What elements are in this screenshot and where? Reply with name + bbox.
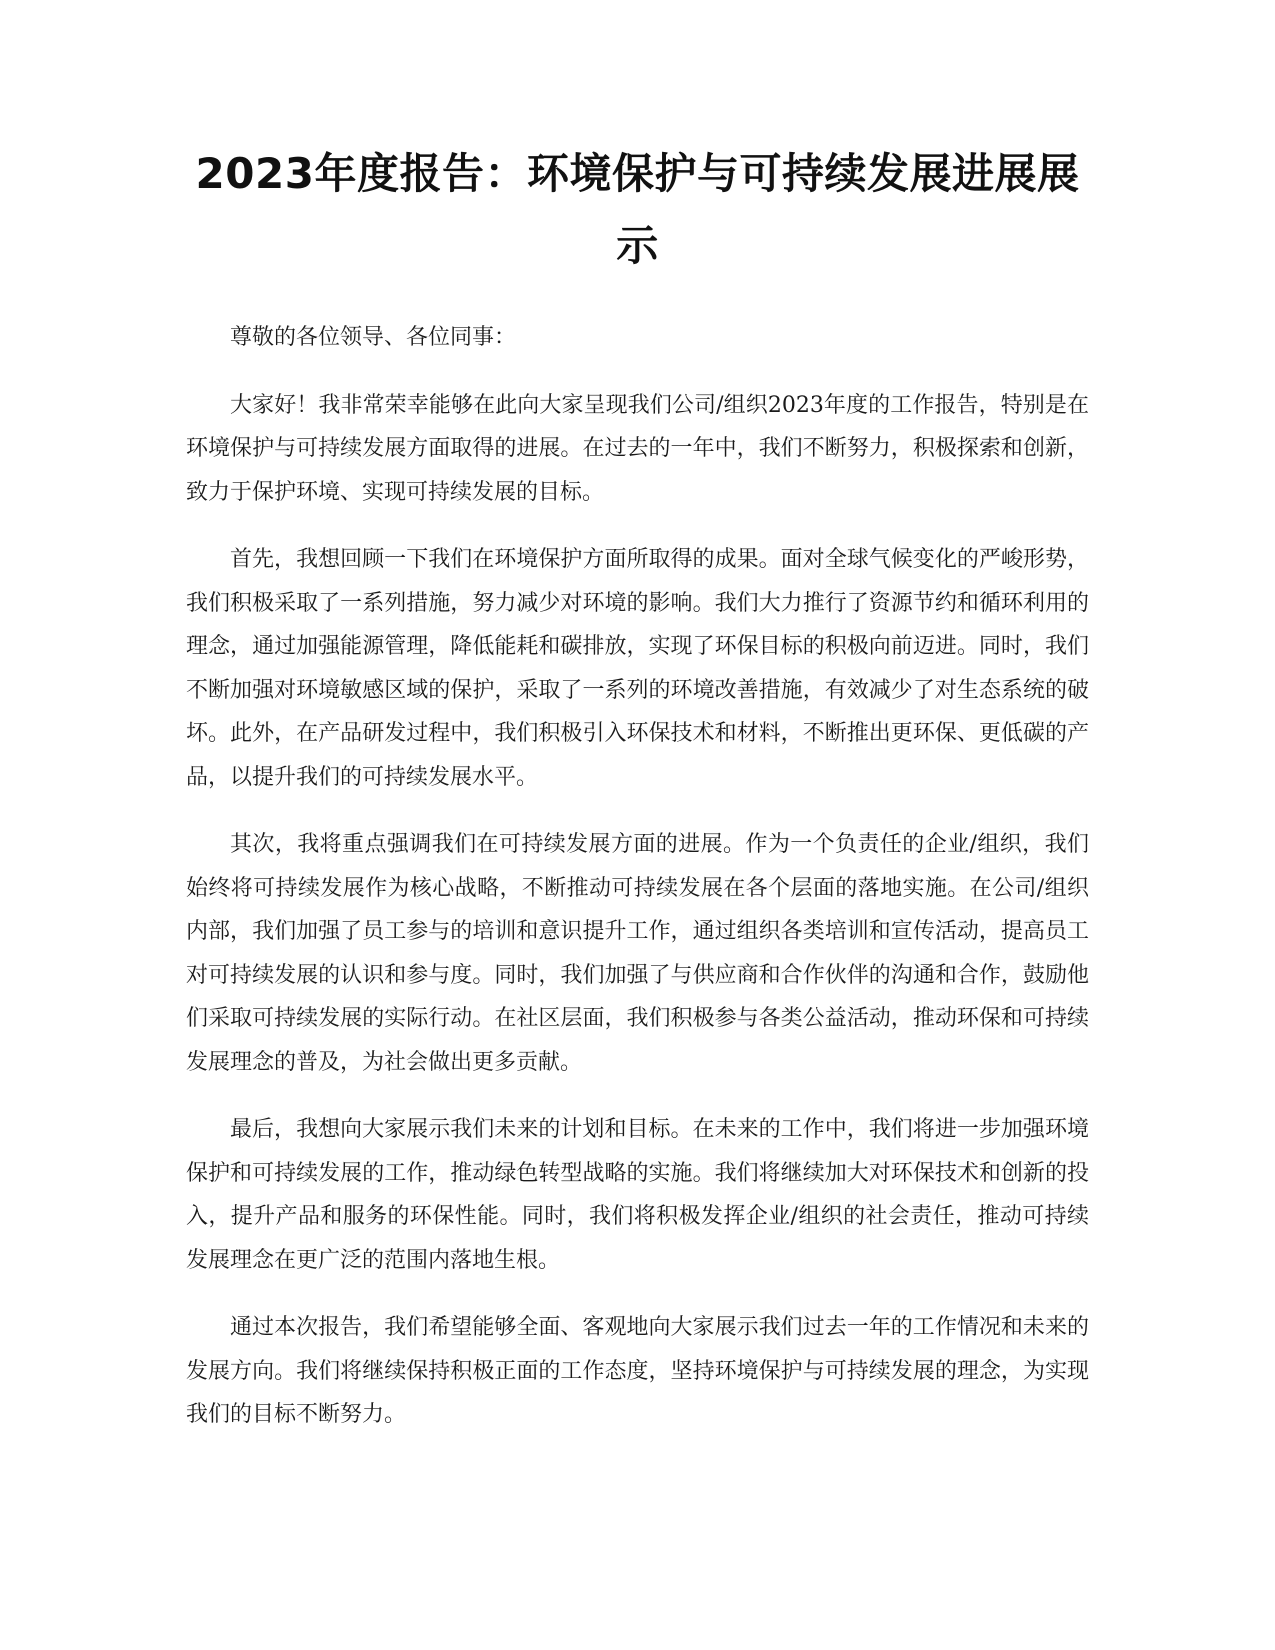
document-body <box>186 316 1089 1461</box>
salutation-paragraph: 尊敬的各位领导、各位同事： <box>230 325 517 350</box>
greeting-paragraph: 大家好！我非常荣幸能够在此向大家呈现我们公司/组织2023年度的工作报告，特别是在环境保护与可持续发展方面取得的进展。在过去的一年中，我们不断努力，积极探索和创新，致力于保护环境、实现可持续发展的目标。 <box>186 392 1089 505</box>
closing-paragraph: 通过本次报告，我们希望能够全面、客观地向大家展示我们过去一年的工作情况和未来的发展方向。我们将继续保持积极正面的工作态度，坚持环境保护与可持续发展的理念，为实现我们的目标不断努力。 <box>186 1315 1089 1427</box>
document-title: 2023年度报告：环境保护与可持续发展进展展示 <box>195 149 1080 270</box>
environment-achievements-paragraph: 首先，我想回顾一下我们在环境保护方面所取得的成果。面对全球气候变化的严峻形势，我们积极采取了一系列措施，努力减少对环境的影响。我们大力推行了资源节约和循环利用的理念，通过加强能源管理，降低能耗和碳排放，实现了环保目标的积极向前迈进。同时，我们不断加强对环境敏感区域的保护，采取了一系列的环境改善措施，有效减少了对生态系统的破坏。此外，在产品研发过程中，我们积极引入环保技术和材料，不断推出更环保、更低碳的产品，以提升我们的可持续发展水平。 <box>186 547 1089 790</box>
sustainability-progress-paragraph: 其次，我将重点强调我们在可持续发展方面的进展。作为一个负责任的企业/组织，我们始终将可持续发展作为核心战略，不断推动可持续发展在各个层面的落地实施。在公司/组织内部，我们加强了员工参与的培训和意识提升工作，通过组织各类培训和宣传活动，提高员工对可持续发展的认识和参与度。同时，我们加强了与供应商和合作伙伴的沟通和合作，鼓励他们采取可持续发展的实际行动。在社区层面，我们积极参与各类公益活动，推动环保和可持续发展理念的普及，为社会做出更多贡献。 <box>186 832 1089 1075</box>
future-plans-paragraph: 最后，我想向大家展示我们未来的计划和目标。在未来的工作中，我们将进一步加强环境保护和可持续发展的工作，推动绿色转型战略的实施。我们将继续加大对环保技术和创新的投入，提升产品和服务的环保性能。同时，我们将积极发挥企业/组织的社会责任，推动可持续发展理念在更广泛的范围内落地生根。 <box>186 1117 1089 1273</box>
